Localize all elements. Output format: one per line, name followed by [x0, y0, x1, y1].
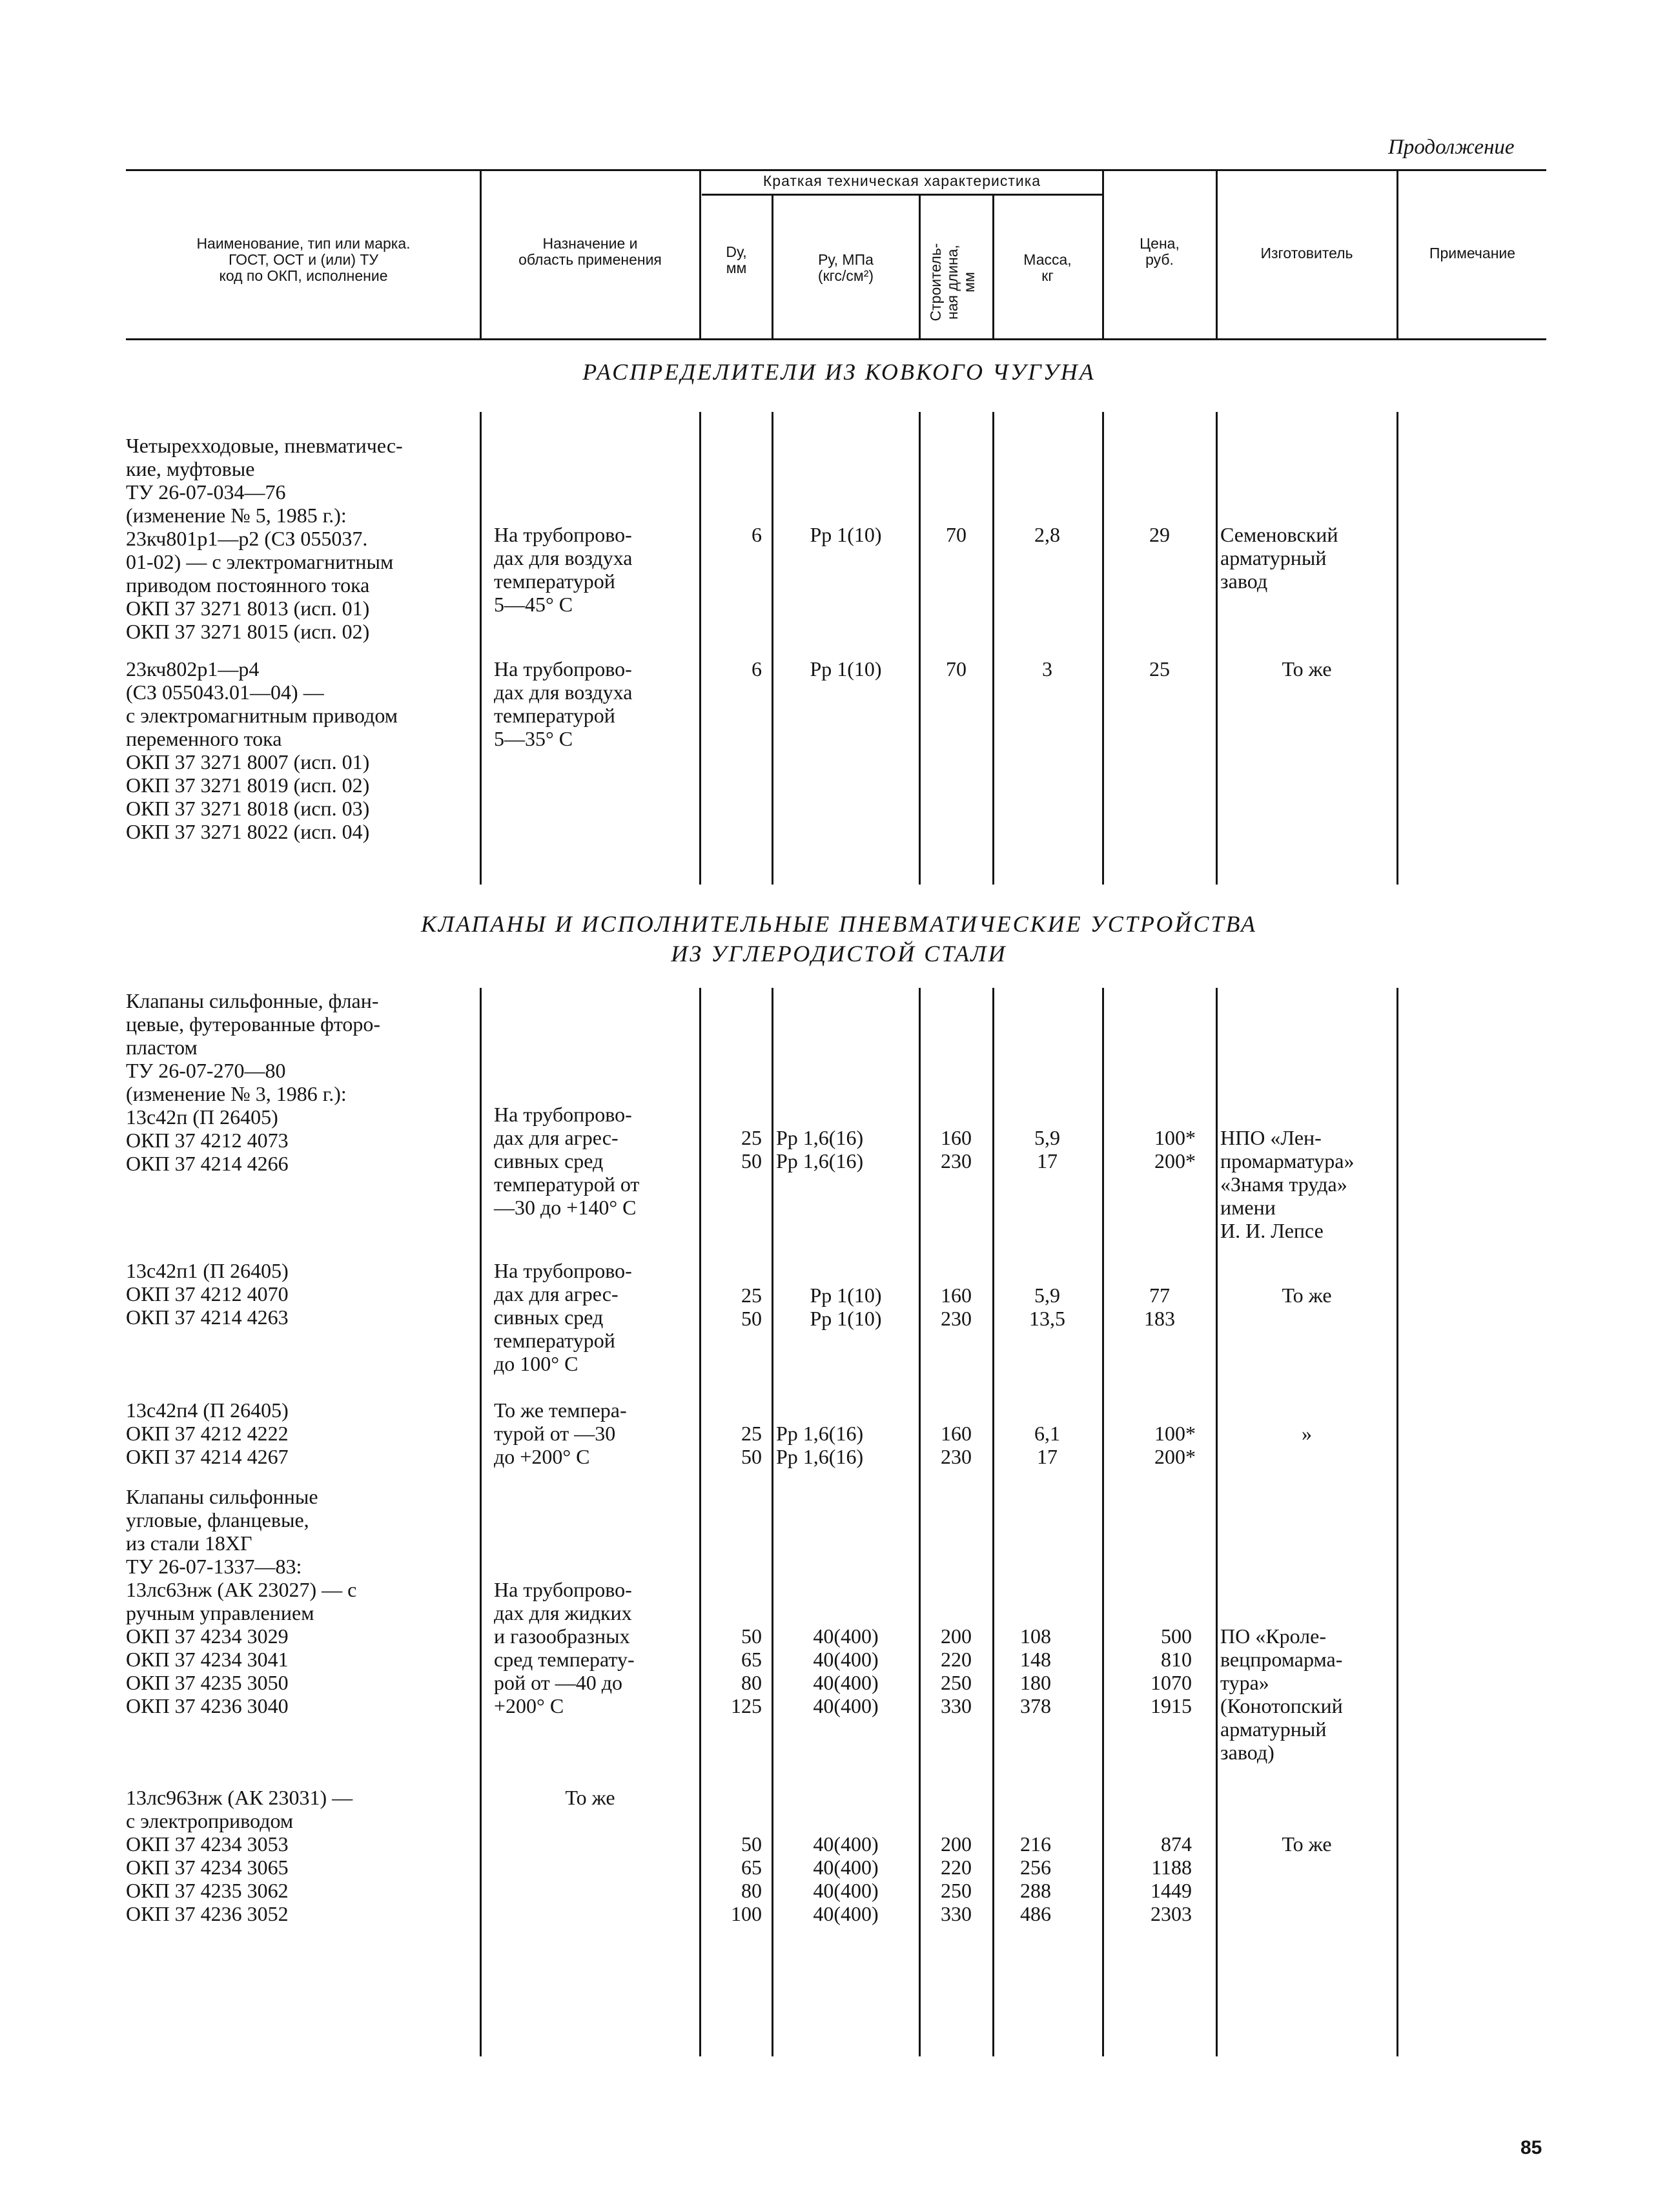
column-divider: [1216, 988, 1218, 2056]
row-name: Клапаны сильфонные угловые, фланцевые, из стали 18ХГ ТУ 26-07-1337—83: 13лс63нж (АК 23027) — с ручным управлением ОКП 37 4234 3029 ОКП 37 4234 3041 ОКП 37 4235 3050 ОКП 37 4236 3040: [126, 1485, 357, 1717]
header-divider: [919, 194, 921, 338]
header-divider: [1397, 169, 1398, 338]
row-maker: НПО «Лен- промарматура» «Знамя труда» имени И. И. Лепсе: [1220, 1126, 1355, 1242]
header-maker: Изготовитель: [1260, 245, 1353, 261]
column-divider: [1397, 412, 1398, 885]
row-price: 29: [1149, 523, 1170, 546]
row-purpose: То же: [565, 1786, 615, 1809]
row-py: 40(400) 40(400) 40(400) 40(400): [813, 1624, 879, 1717]
row-name: Четырехходовые, пневматичес- кие, муфтовые ТУ 26-07-034—76 (изменение № 5, 1985 г.): 23кч801р1—р2 (СЗ 055037. 01-02) — с электромагнитным приводом постоянного тока ОКП 37 3271 8013 (исп. 01) ОКП 37 3271 8015 (исп. 02): [126, 434, 403, 643]
row-purpose: На трубопрово- дах для агрес- сивных сред температурой до 100° С: [494, 1259, 632, 1375]
section-title-2-line2: ИЗ УГЛЕРОДИСТОЙ СТАЛИ: [671, 941, 1007, 967]
section-title-1: РАСПРЕДЕЛИТЕЛИ ИЗ КОВКОГО ЧУГУНА: [582, 359, 1096, 385]
row-purpose: То же темпера- турой от —30 до +200° С: [494, 1398, 627, 1468]
row-py: Pр 1,6(16) Pр 1,6(16): [776, 1126, 864, 1173]
header-note: Примечание: [1429, 245, 1516, 261]
page-number: 85: [1520, 2137, 1542, 2158]
row-name: 13с42п1 (П 26405) ОКП 37 4212 4070 ОКП 37 4214 4263: [126, 1259, 289, 1329]
row-length: 160 230: [941, 1422, 972, 1468]
row-mass: 3: [1042, 657, 1052, 681]
header-divider: [1102, 169, 1104, 338]
row-length: 200 220 250 330: [941, 1832, 972, 1925]
column-divider: [992, 412, 994, 885]
row-name: Клапаны сильфонные, флан- цевые, футерованные фторо- пластом ТУ 26-07-270—80 (изменение № 3, 1986 г.): 13с42п (П 26405) ОКП 37 4212 4073 ОКП 37 4214 4266: [126, 989, 381, 1175]
row-dy: 25 50: [741, 1284, 762, 1330]
header-dy: Dу, мм: [726, 243, 747, 276]
row-purpose: На трубопрово- дах для воздуха температурой 5—35° С: [494, 657, 633, 750]
row-price: 874 1188 1449 2303: [1151, 1832, 1192, 1925]
tech-group-rule: [702, 194, 1102, 196]
row-mass: 5,9 17: [1034, 1126, 1060, 1173]
row-length: 200 220 250 330: [941, 1624, 972, 1717]
row-maker: »: [1302, 1422, 1312, 1445]
row-py: Pр 1(10) Pр 1(10): [810, 1284, 882, 1330]
column-divider: [480, 988, 482, 2056]
column-divider: [772, 412, 773, 885]
row-price: 25: [1149, 657, 1170, 681]
column-divider: [1102, 988, 1104, 2056]
row-py: Pр 1(10): [810, 657, 882, 681]
row-length: 70: [946, 523, 967, 546]
row-py: Pр 1,6(16) Pр 1,6(16): [776, 1422, 864, 1468]
row-mass: 2,8: [1034, 523, 1060, 546]
row-name: 13с42п4 (П 26405) ОКП 37 4212 4222 ОКП 37 4214 4267: [126, 1398, 289, 1468]
header-top-rule: [126, 169, 1546, 171]
header-divider: [772, 194, 773, 338]
row-purpose: На трубопрово- дах для агрес- сивных сред температурой от —30 до +140° С: [494, 1103, 640, 1219]
header-purpose: Назначение и область применения: [518, 235, 662, 268]
continuation-label: Продолжение: [1388, 136, 1515, 159]
header-py: Pу, МПа (кгс/см²): [817, 251, 874, 284]
column-divider: [1397, 988, 1398, 2056]
row-dy: 6: [752, 523, 762, 546]
row-maker: То же: [1282, 657, 1332, 681]
column-divider: [772, 988, 773, 2056]
column-divider: [919, 988, 921, 2056]
row-mass: 108 148 180 378: [1020, 1624, 1051, 1717]
row-maker: Семеновский арматурный завод: [1220, 523, 1338, 593]
row-dy: 25 50: [741, 1126, 762, 1173]
row-price: 77 183: [1144, 1284, 1175, 1330]
row-py: Pр 1(10): [810, 523, 882, 546]
header-divider: [1216, 169, 1218, 338]
row-name: 23кч802р1—р4 (СЗ 055043.01—04) — с электромагнитным приводом переменного тока ОКП 37 3271 8007 (исп. 01) ОКП 37 3271 8019 (исп. 02) ОКП 37 3271 8018 (исп. 03) ОКП 37 3271 8022 (исп. 04): [126, 657, 398, 843]
row-length: 160 230: [941, 1284, 972, 1330]
row-maker: То же: [1282, 1832, 1332, 1856]
row-name: 13лс963нж (АК 23031) — с электроприводом ОКП 37 4234 3053 ОКП 37 4234 3065 ОКП 37 4235 3062 ОКП 37 4236 3052: [126, 1786, 353, 1925]
row-maker: То же: [1282, 1284, 1332, 1307]
row-length: 70: [946, 657, 967, 681]
row-price: 500 810 1070 1915: [1151, 1624, 1192, 1717]
column-divider: [992, 988, 994, 2056]
row-dy: 6: [752, 657, 762, 681]
row-mass: 5,9 13,5: [1029, 1284, 1065, 1330]
row-purpose: На трубопрово- дах для жидких и газообразных сред температу- рой от —40 до +200° С: [494, 1578, 635, 1717]
header-divider: [480, 169, 482, 338]
row-mass: 216 256 288 486: [1020, 1832, 1051, 1925]
row-price: 100* 200*: [1154, 1126, 1196, 1173]
column-divider: [1216, 412, 1218, 885]
header-length: Строитель- ная длина, мм: [927, 243, 977, 322]
column-divider: [919, 412, 921, 885]
row-purpose: На трубопрово- дах для воздуха температурой 5—45° С: [494, 523, 633, 616]
row-length: 160 230: [941, 1126, 972, 1173]
row-price: 100* 200*: [1154, 1422, 1196, 1468]
header-bottom-rule: [126, 338, 1546, 340]
header-mass: Масса, кг: [1023, 251, 1072, 284]
row-py: 40(400) 40(400) 40(400) 40(400): [813, 1832, 879, 1925]
row-mass: 6,1 17: [1034, 1422, 1060, 1468]
row-dy: 25 50: [741, 1422, 762, 1468]
column-divider: [1102, 412, 1104, 885]
column-divider: [699, 412, 701, 885]
row-dy: 50 65 80 125: [731, 1624, 762, 1717]
row-dy: 50 65 80 100: [731, 1832, 762, 1925]
header-price: Цена, руб.: [1140, 235, 1180, 268]
header-name: Наименование, тип или марка. ГОСТ, ОСТ и (или) ТУ код по ОКП, исполнение: [196, 235, 411, 284]
header-divider: [699, 169, 701, 338]
column-divider: [699, 988, 701, 2056]
section-title-2-line1: КЛАПАНЫ И ИСПОЛНИТЕЛЬНЫЕ ПНЕВМАТИЧЕСКИЕ УСТРОЙСТВА: [421, 911, 1257, 937]
header-tech-group: Краткая техническая характеристика: [762, 172, 1041, 189]
row-maker: ПО «Кроле- вецпромарма- тура» (Конотопский арматурный завод): [1220, 1624, 1343, 1764]
column-divider: [480, 412, 482, 885]
